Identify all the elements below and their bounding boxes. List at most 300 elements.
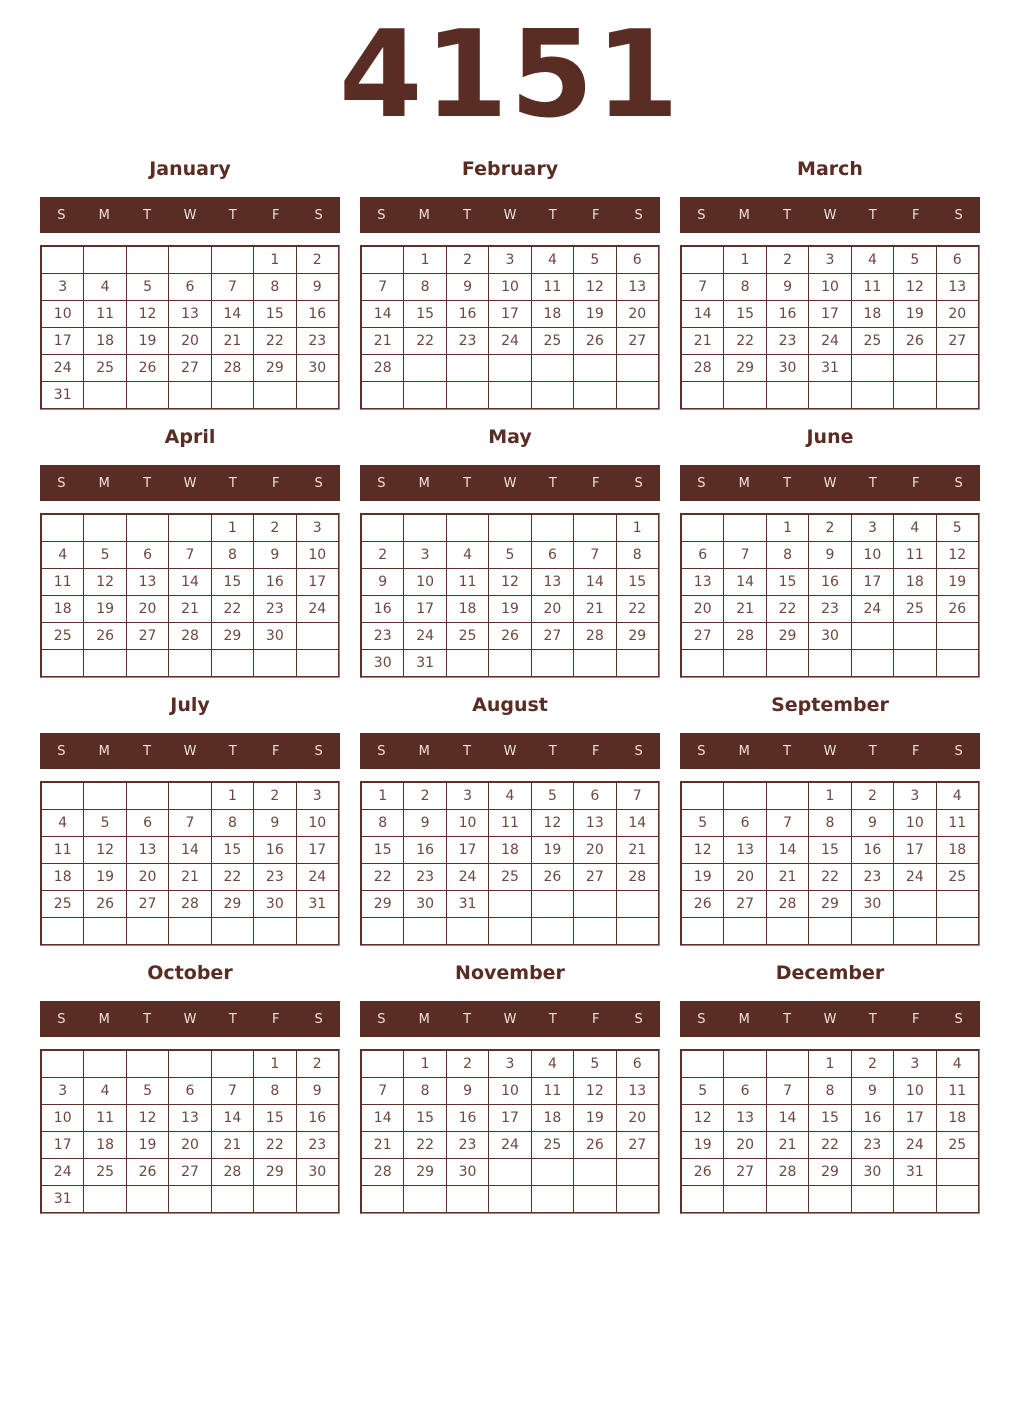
weekday-label: S	[314, 743, 323, 759]
day-cell: 13	[126, 837, 168, 864]
week-row	[362, 1186, 659, 1213]
day-cell: 29	[254, 355, 296, 382]
day-cell: 14	[682, 301, 724, 328]
day-cell: 12	[126, 1105, 168, 1132]
day-cell: 18	[936, 837, 978, 864]
weekday-label: T	[868, 475, 877, 491]
day-cell: 1	[766, 515, 808, 542]
empty-day-cell	[531, 918, 573, 945]
day-cell: 19	[682, 864, 724, 891]
week-row	[362, 1078, 659, 1105]
empty-day-cell	[404, 382, 446, 409]
day-cell: 18	[42, 864, 84, 891]
day-cell: 17	[296, 837, 338, 864]
week-row	[42, 891, 339, 918]
weekday-label: S	[954, 207, 963, 223]
weekday-label: M	[418, 743, 430, 759]
day-cell: 28	[362, 355, 404, 382]
day-cell: 29	[616, 623, 658, 650]
day-cell: 12	[682, 1105, 724, 1132]
empty-day-cell	[362, 382, 404, 409]
day-cell: 27	[724, 891, 766, 918]
empty-day-cell	[936, 918, 978, 945]
day-cell: 25	[531, 1132, 573, 1159]
empty-day-cell	[169, 247, 211, 274]
week-row	[42, 301, 339, 328]
empty-day-cell	[616, 1186, 658, 1213]
weekday-bar	[680, 465, 980, 501]
month-table-frame	[680, 245, 980, 410]
weekday-label: F	[911, 743, 920, 759]
empty-day-cell	[936, 382, 978, 409]
empty-day-cell	[211, 1186, 253, 1213]
empty-day-cell	[851, 1186, 893, 1213]
empty-day-cell	[489, 382, 531, 409]
day-cell: 20	[936, 301, 978, 328]
empty-day-cell	[169, 918, 211, 945]
weekday-label: S	[57, 743, 66, 759]
day-cell: 4	[84, 1078, 126, 1105]
day-cell: 20	[126, 864, 168, 891]
day-cell: 29	[724, 355, 766, 382]
day-cell: 21	[682, 328, 724, 355]
day-cell: 3	[489, 247, 531, 274]
week-row	[682, 1105, 979, 1132]
day-cell: 22	[211, 864, 253, 891]
day-cell: 21	[169, 864, 211, 891]
day-cell: 13	[724, 1105, 766, 1132]
week-row	[42, 1105, 339, 1132]
day-cell: 22	[404, 328, 446, 355]
day-cell: 24	[446, 864, 488, 891]
day-cell: 9	[254, 542, 296, 569]
day-cell: 16	[766, 301, 808, 328]
day-cell: 10	[809, 274, 851, 301]
month-table	[41, 514, 339, 677]
day-cell: 6	[531, 542, 573, 569]
week-row	[42, 542, 339, 569]
day-cell: 20	[169, 1132, 211, 1159]
week-row	[42, 382, 339, 409]
weekday-label: M	[418, 475, 430, 491]
empty-day-cell	[766, 382, 808, 409]
empty-day-cell	[42, 1051, 84, 1078]
day-cell: 31	[446, 891, 488, 918]
day-cell: 12	[84, 569, 126, 596]
day-cell: 11	[84, 301, 126, 328]
weekday-label: T	[463, 207, 472, 223]
day-cell: 23	[446, 1132, 488, 1159]
weekday-label: W	[183, 475, 197, 491]
day-cell: 24	[296, 864, 338, 891]
day-cell: 4	[84, 274, 126, 301]
day-cell: 14	[574, 569, 616, 596]
month-table-body	[362, 783, 659, 945]
empty-day-cell	[362, 1051, 404, 1078]
day-cell: 15	[404, 301, 446, 328]
day-cell: 11	[851, 274, 893, 301]
day-cell: 16	[254, 569, 296, 596]
empty-day-cell	[531, 650, 573, 677]
day-cell: 16	[296, 1105, 338, 1132]
day-cell: 18	[531, 1105, 573, 1132]
day-cell: 24	[894, 864, 936, 891]
weekday-label: W	[183, 1011, 197, 1027]
day-cell: 20	[616, 1105, 658, 1132]
day-cell: 10	[489, 274, 531, 301]
day-cell: 21	[766, 864, 808, 891]
day-cell: 23	[296, 328, 338, 355]
day-cell: 8	[809, 1078, 851, 1105]
day-cell: 19	[936, 569, 978, 596]
day-cell: 25	[936, 864, 978, 891]
month-name: April	[164, 426, 216, 448]
day-cell: 22	[766, 596, 808, 623]
day-cell: 8	[254, 1078, 296, 1105]
day-cell: 20	[169, 328, 211, 355]
day-cell: 7	[574, 542, 616, 569]
day-cell: 3	[894, 1051, 936, 1078]
day-cell: 1	[254, 247, 296, 274]
month-march	[680, 158, 980, 410]
day-cell: 2	[296, 1051, 338, 1078]
empty-day-cell	[766, 1051, 808, 1078]
weekday-label: T	[548, 207, 557, 223]
day-cell: 26	[574, 1132, 616, 1159]
day-cell: 9	[296, 274, 338, 301]
empty-day-cell	[809, 1186, 851, 1213]
day-cell: 11	[42, 569, 84, 596]
day-cell: 15	[254, 301, 296, 328]
empty-day-cell	[446, 382, 488, 409]
day-cell: 5	[682, 1078, 724, 1105]
empty-day-cell	[446, 355, 488, 382]
day-cell: 2	[404, 783, 446, 810]
day-cell: 14	[616, 810, 658, 837]
empty-day-cell	[851, 650, 893, 677]
weekday-label: F	[591, 207, 600, 223]
weekday-label: T	[228, 207, 237, 223]
month-table	[41, 1050, 339, 1213]
day-cell: 18	[84, 1132, 126, 1159]
week-row	[682, 837, 979, 864]
day-cell: 15	[809, 837, 851, 864]
weekday-label: T	[868, 207, 877, 223]
week-row	[362, 1132, 659, 1159]
empty-day-cell	[894, 355, 936, 382]
week-row	[362, 274, 659, 301]
weekday-bar	[40, 197, 340, 233]
day-cell: 29	[362, 891, 404, 918]
year-title: 4151	[339, 6, 681, 145]
empty-day-cell	[126, 382, 168, 409]
day-cell: 18	[894, 569, 936, 596]
empty-day-cell	[574, 355, 616, 382]
months-grid	[0, 158, 1020, 1214]
empty-day-cell	[362, 515, 404, 542]
empty-day-cell	[851, 623, 893, 650]
empty-day-cell	[42, 650, 84, 677]
day-cell: 21	[169, 596, 211, 623]
weekday-label: S	[634, 743, 643, 759]
empty-day-cell	[126, 1186, 168, 1213]
day-cell: 17	[489, 1105, 531, 1132]
day-cell: 3	[894, 783, 936, 810]
day-cell: 11	[84, 1105, 126, 1132]
week-row	[42, 1132, 339, 1159]
day-cell: 9	[809, 542, 851, 569]
day-cell: 14	[211, 1105, 253, 1132]
weekday-label: T	[228, 1011, 237, 1027]
weekday-label: T	[143, 743, 152, 759]
week-row	[42, 596, 339, 623]
day-cell: 1	[809, 783, 851, 810]
day-cell: 4	[851, 247, 893, 274]
month-table	[681, 246, 979, 409]
day-cell: 3	[42, 1078, 84, 1105]
empty-day-cell	[724, 1051, 766, 1078]
weekday-label: F	[591, 1011, 600, 1027]
empty-day-cell	[766, 650, 808, 677]
week-row	[42, 569, 339, 596]
weekday-label: T	[868, 1011, 877, 1027]
day-cell: 27	[169, 1159, 211, 1186]
day-cell: 15	[724, 301, 766, 328]
month-name: June	[806, 426, 854, 448]
day-cell: 4	[936, 1051, 978, 1078]
day-cell: 7	[211, 274, 253, 301]
day-cell: 5	[936, 515, 978, 542]
day-cell: 27	[724, 1159, 766, 1186]
day-cell: 16	[851, 837, 893, 864]
week-row	[362, 918, 659, 945]
day-cell: 3	[296, 783, 338, 810]
month-name: February	[461, 158, 559, 180]
week-row	[682, 355, 979, 382]
week-row	[682, 247, 979, 274]
day-cell: 13	[616, 274, 658, 301]
month-table	[361, 514, 659, 677]
day-cell: 14	[362, 301, 404, 328]
empty-day-cell	[211, 1051, 253, 1078]
day-cell: 16	[446, 1105, 488, 1132]
day-cell: 1	[211, 515, 253, 542]
empty-day-cell	[809, 650, 851, 677]
day-cell: 20	[724, 864, 766, 891]
week-row	[362, 515, 659, 542]
day-cell: 23	[296, 1132, 338, 1159]
day-cell: 3	[296, 515, 338, 542]
empty-day-cell	[724, 650, 766, 677]
day-cell: 4	[894, 515, 936, 542]
day-cell: 27	[126, 891, 168, 918]
empty-day-cell	[851, 382, 893, 409]
day-cell: 5	[84, 810, 126, 837]
empty-day-cell	[682, 783, 724, 810]
day-cell: 27	[936, 328, 978, 355]
empty-day-cell	[169, 515, 211, 542]
day-cell: 7	[362, 1078, 404, 1105]
month-table-body	[362, 515, 659, 677]
day-cell: 6	[724, 810, 766, 837]
day-cell: 12	[531, 810, 573, 837]
month-table-body	[42, 515, 339, 677]
weekday-label: F	[271, 1011, 280, 1027]
weekday-label: T	[463, 1011, 472, 1027]
day-cell: 5	[489, 542, 531, 569]
day-cell: 25	[446, 623, 488, 650]
empty-day-cell	[404, 918, 446, 945]
month-november	[360, 962, 660, 1214]
weekday-label: S	[697, 207, 706, 223]
empty-day-cell	[446, 1186, 488, 1213]
weekday-label: S	[697, 743, 706, 759]
day-cell: 24	[42, 355, 84, 382]
day-cell: 1	[211, 783, 253, 810]
empty-day-cell	[724, 515, 766, 542]
week-row	[682, 891, 979, 918]
day-cell: 26	[84, 891, 126, 918]
day-cell: 24	[809, 328, 851, 355]
day-cell: 19	[126, 328, 168, 355]
weekday-label: S	[377, 743, 386, 759]
day-cell: 20	[126, 596, 168, 623]
day-cell: 17	[446, 837, 488, 864]
week-row	[682, 382, 979, 409]
empty-day-cell	[446, 515, 488, 542]
day-cell: 7	[724, 542, 766, 569]
empty-day-cell	[254, 382, 296, 409]
day-cell: 11	[936, 810, 978, 837]
day-cell: 30	[851, 891, 893, 918]
day-cell: 31	[42, 1186, 84, 1213]
day-cell: 27	[574, 864, 616, 891]
day-cell: 17	[42, 1132, 84, 1159]
empty-day-cell	[254, 650, 296, 677]
day-cell: 10	[42, 1105, 84, 1132]
day-cell: 7	[169, 542, 211, 569]
weekday-label: S	[57, 1011, 66, 1027]
empty-day-cell	[169, 1186, 211, 1213]
day-cell: 7	[211, 1078, 253, 1105]
month-name: May	[488, 426, 532, 448]
day-cell: 10	[894, 1078, 936, 1105]
day-cell: 6	[126, 810, 168, 837]
day-cell: 20	[574, 837, 616, 864]
day-cell: 3	[446, 783, 488, 810]
day-cell: 28	[211, 355, 253, 382]
week-row	[362, 301, 659, 328]
empty-day-cell	[531, 355, 573, 382]
month-june	[680, 426, 980, 678]
day-cell: 30	[254, 623, 296, 650]
weekday-label: W	[503, 475, 517, 491]
day-cell: 24	[489, 1132, 531, 1159]
day-cell: 13	[531, 569, 573, 596]
week-row	[42, 1078, 339, 1105]
day-cell: 1	[809, 1051, 851, 1078]
day-cell: 14	[169, 569, 211, 596]
day-cell: 22	[211, 596, 253, 623]
day-cell: 27	[682, 623, 724, 650]
day-cell: 9	[362, 569, 404, 596]
day-cell: 10	[42, 301, 84, 328]
empty-day-cell	[616, 1159, 658, 1186]
empty-day-cell	[126, 515, 168, 542]
day-cell: 1	[404, 247, 446, 274]
day-cell: 30	[254, 891, 296, 918]
day-cell: 1	[724, 247, 766, 274]
day-cell: 7	[616, 783, 658, 810]
month-table-frame	[680, 1049, 980, 1214]
empty-day-cell	[724, 783, 766, 810]
day-cell: 27	[531, 623, 573, 650]
day-cell: 18	[84, 328, 126, 355]
day-cell: 10	[851, 542, 893, 569]
day-cell: 12	[126, 301, 168, 328]
empty-day-cell	[169, 783, 211, 810]
day-cell: 30	[296, 355, 338, 382]
week-row	[42, 837, 339, 864]
day-cell: 10	[404, 569, 446, 596]
week-row	[682, 810, 979, 837]
empty-day-cell	[489, 918, 531, 945]
day-cell: 11	[446, 569, 488, 596]
day-cell: 5	[84, 542, 126, 569]
week-row	[42, 247, 339, 274]
day-cell: 17	[42, 328, 84, 355]
day-cell: 28	[766, 1159, 808, 1186]
empty-day-cell	[362, 918, 404, 945]
day-cell: 29	[404, 1159, 446, 1186]
empty-day-cell	[894, 918, 936, 945]
day-cell: 26	[126, 355, 168, 382]
day-cell: 24	[489, 328, 531, 355]
week-row	[362, 864, 659, 891]
week-row	[42, 810, 339, 837]
day-cell: 30	[404, 891, 446, 918]
week-row	[682, 301, 979, 328]
month-october	[40, 962, 340, 1214]
empty-day-cell	[84, 515, 126, 542]
day-cell: 4	[446, 542, 488, 569]
weekday-label: S	[377, 475, 386, 491]
day-cell: 2	[851, 1051, 893, 1078]
day-cell: 23	[851, 1132, 893, 1159]
weekday-label: W	[823, 1011, 837, 1027]
day-cell: 25	[42, 623, 84, 650]
weekday-label: T	[783, 207, 792, 223]
month-table-body	[42, 247, 339, 409]
day-cell: 6	[126, 542, 168, 569]
day-cell: 19	[682, 1132, 724, 1159]
empty-day-cell	[936, 623, 978, 650]
day-cell: 29	[211, 623, 253, 650]
day-cell: 14	[211, 301, 253, 328]
empty-day-cell	[682, 515, 724, 542]
day-cell: 17	[851, 569, 893, 596]
day-cell: 29	[766, 623, 808, 650]
month-table-frame	[40, 1049, 340, 1214]
week-row	[362, 623, 659, 650]
empty-day-cell	[682, 918, 724, 945]
day-cell: 13	[169, 301, 211, 328]
day-cell: 28	[574, 623, 616, 650]
weekday-label: S	[377, 207, 386, 223]
day-cell: 25	[936, 1132, 978, 1159]
weekday-label: M	[98, 475, 110, 491]
day-cell: 5	[126, 1078, 168, 1105]
